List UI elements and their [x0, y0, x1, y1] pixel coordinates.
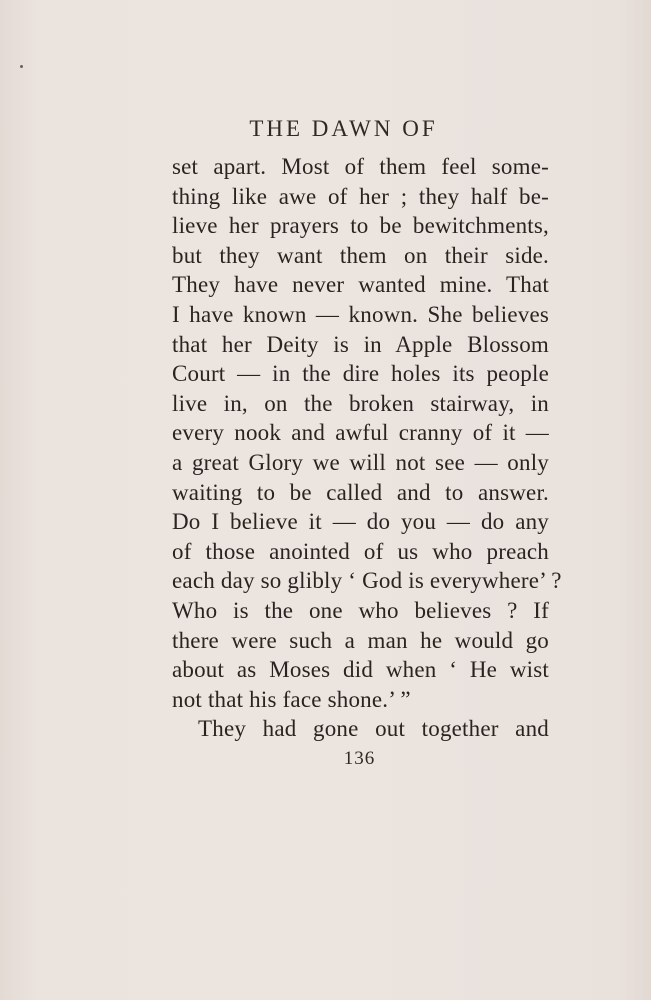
text-line: They had gone out together and	[198, 716, 549, 742]
text-line: They have never wanted mine. That	[172, 272, 549, 298]
text-line: Who is the one who believes ? If	[172, 597, 549, 623]
text-line: thing like awe of her ; they half be-	[172, 183, 549, 209]
text-line: about as Moses did when ‘ He wist	[172, 657, 549, 683]
body-text	[172, 152, 562, 744]
running-head: THE DAWN OF	[249, 116, 438, 141]
text-line: set apart. Most of them feel some-	[172, 154, 549, 179]
text-line: waiting to be called and to answer.	[172, 479, 549, 505]
text-line: there were such a man he would go	[172, 627, 549, 653]
text-line: Court — in the dire holes its people	[172, 361, 549, 387]
text-line: of those anointed of us who preach	[172, 538, 549, 564]
text-line: not that his face shone.’ ”	[172, 686, 411, 712]
text-line: I have known — known. She believes	[172, 301, 549, 327]
text-line: a great Glory we will not see — only	[172, 449, 549, 475]
page-number: 136	[343, 748, 376, 769]
text-line: lieve her prayers to be bewitchments,	[172, 213, 549, 239]
text-line: each day so glibly ‘ God is everywhere’ ?	[172, 568, 562, 594]
text-line: that her Deity is in Apple Blossom	[172, 331, 549, 357]
text-line: Do I believe it — do you — do any	[172, 509, 549, 535]
text-line: but they want them on their side.	[172, 242, 549, 268]
text-line: live in, on the broken stairway, in	[172, 390, 549, 416]
paper-speck	[20, 65, 23, 68]
text-line: every nook and awful cranny of it —	[172, 420, 549, 446]
